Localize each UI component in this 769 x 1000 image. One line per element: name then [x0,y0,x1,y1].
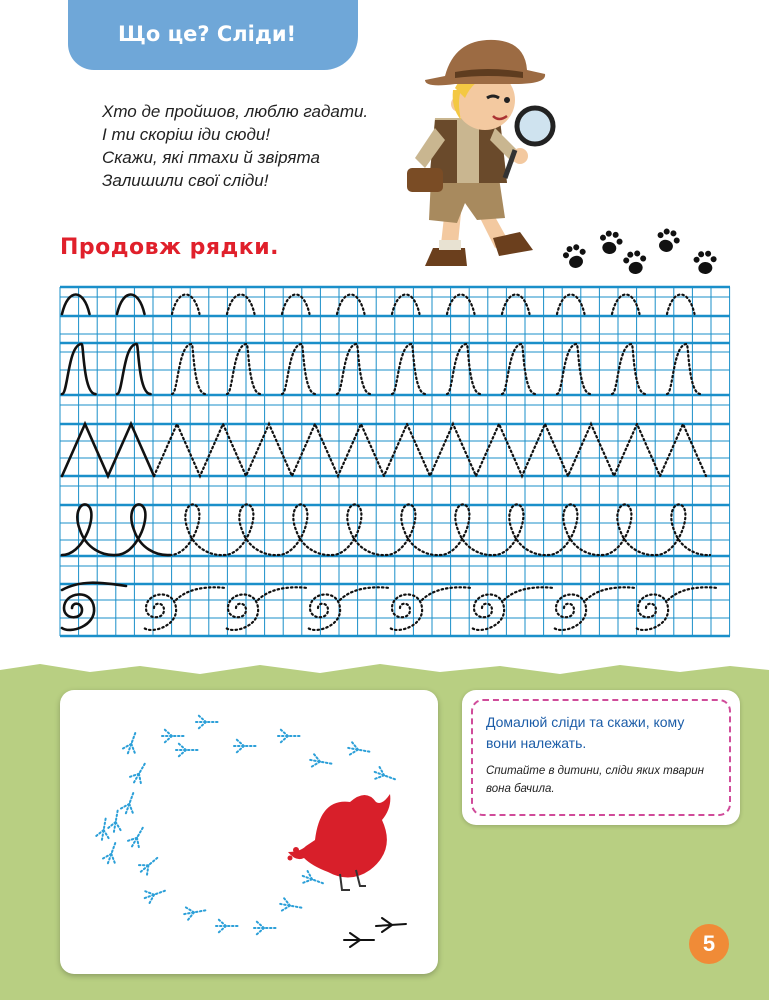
parent-hint-line: Спитайте в дитини, сліди яких тварин [486,765,704,777]
exercise-heading: Продовж рядки. [60,235,279,260]
task-instruction [486,712,726,754]
parent-hint [486,762,726,798]
bird-tracks-card [60,690,438,974]
bird-tracks-drawing [60,690,438,974]
red-bird [288,794,391,878]
poem-line: Скажи, які птахи й звірята [102,148,320,167]
page-title: Що це? Сліди! [118,22,297,46]
task-instruction-line: вони належать. [486,735,587,751]
poem-line: І ти скоріш іди сюди! [102,125,271,144]
page-number-badge: 5 [689,924,729,964]
instruction-note [462,690,740,825]
parent-hint-line: вона бачила. [486,783,555,795]
poem-line: Залишили свої сліди! [102,171,269,190]
poem-line: Хто де пройшов, люблю гадати. [102,102,369,121]
task-instruction-line: Домалюй сліди та скажи, кому [486,714,685,730]
